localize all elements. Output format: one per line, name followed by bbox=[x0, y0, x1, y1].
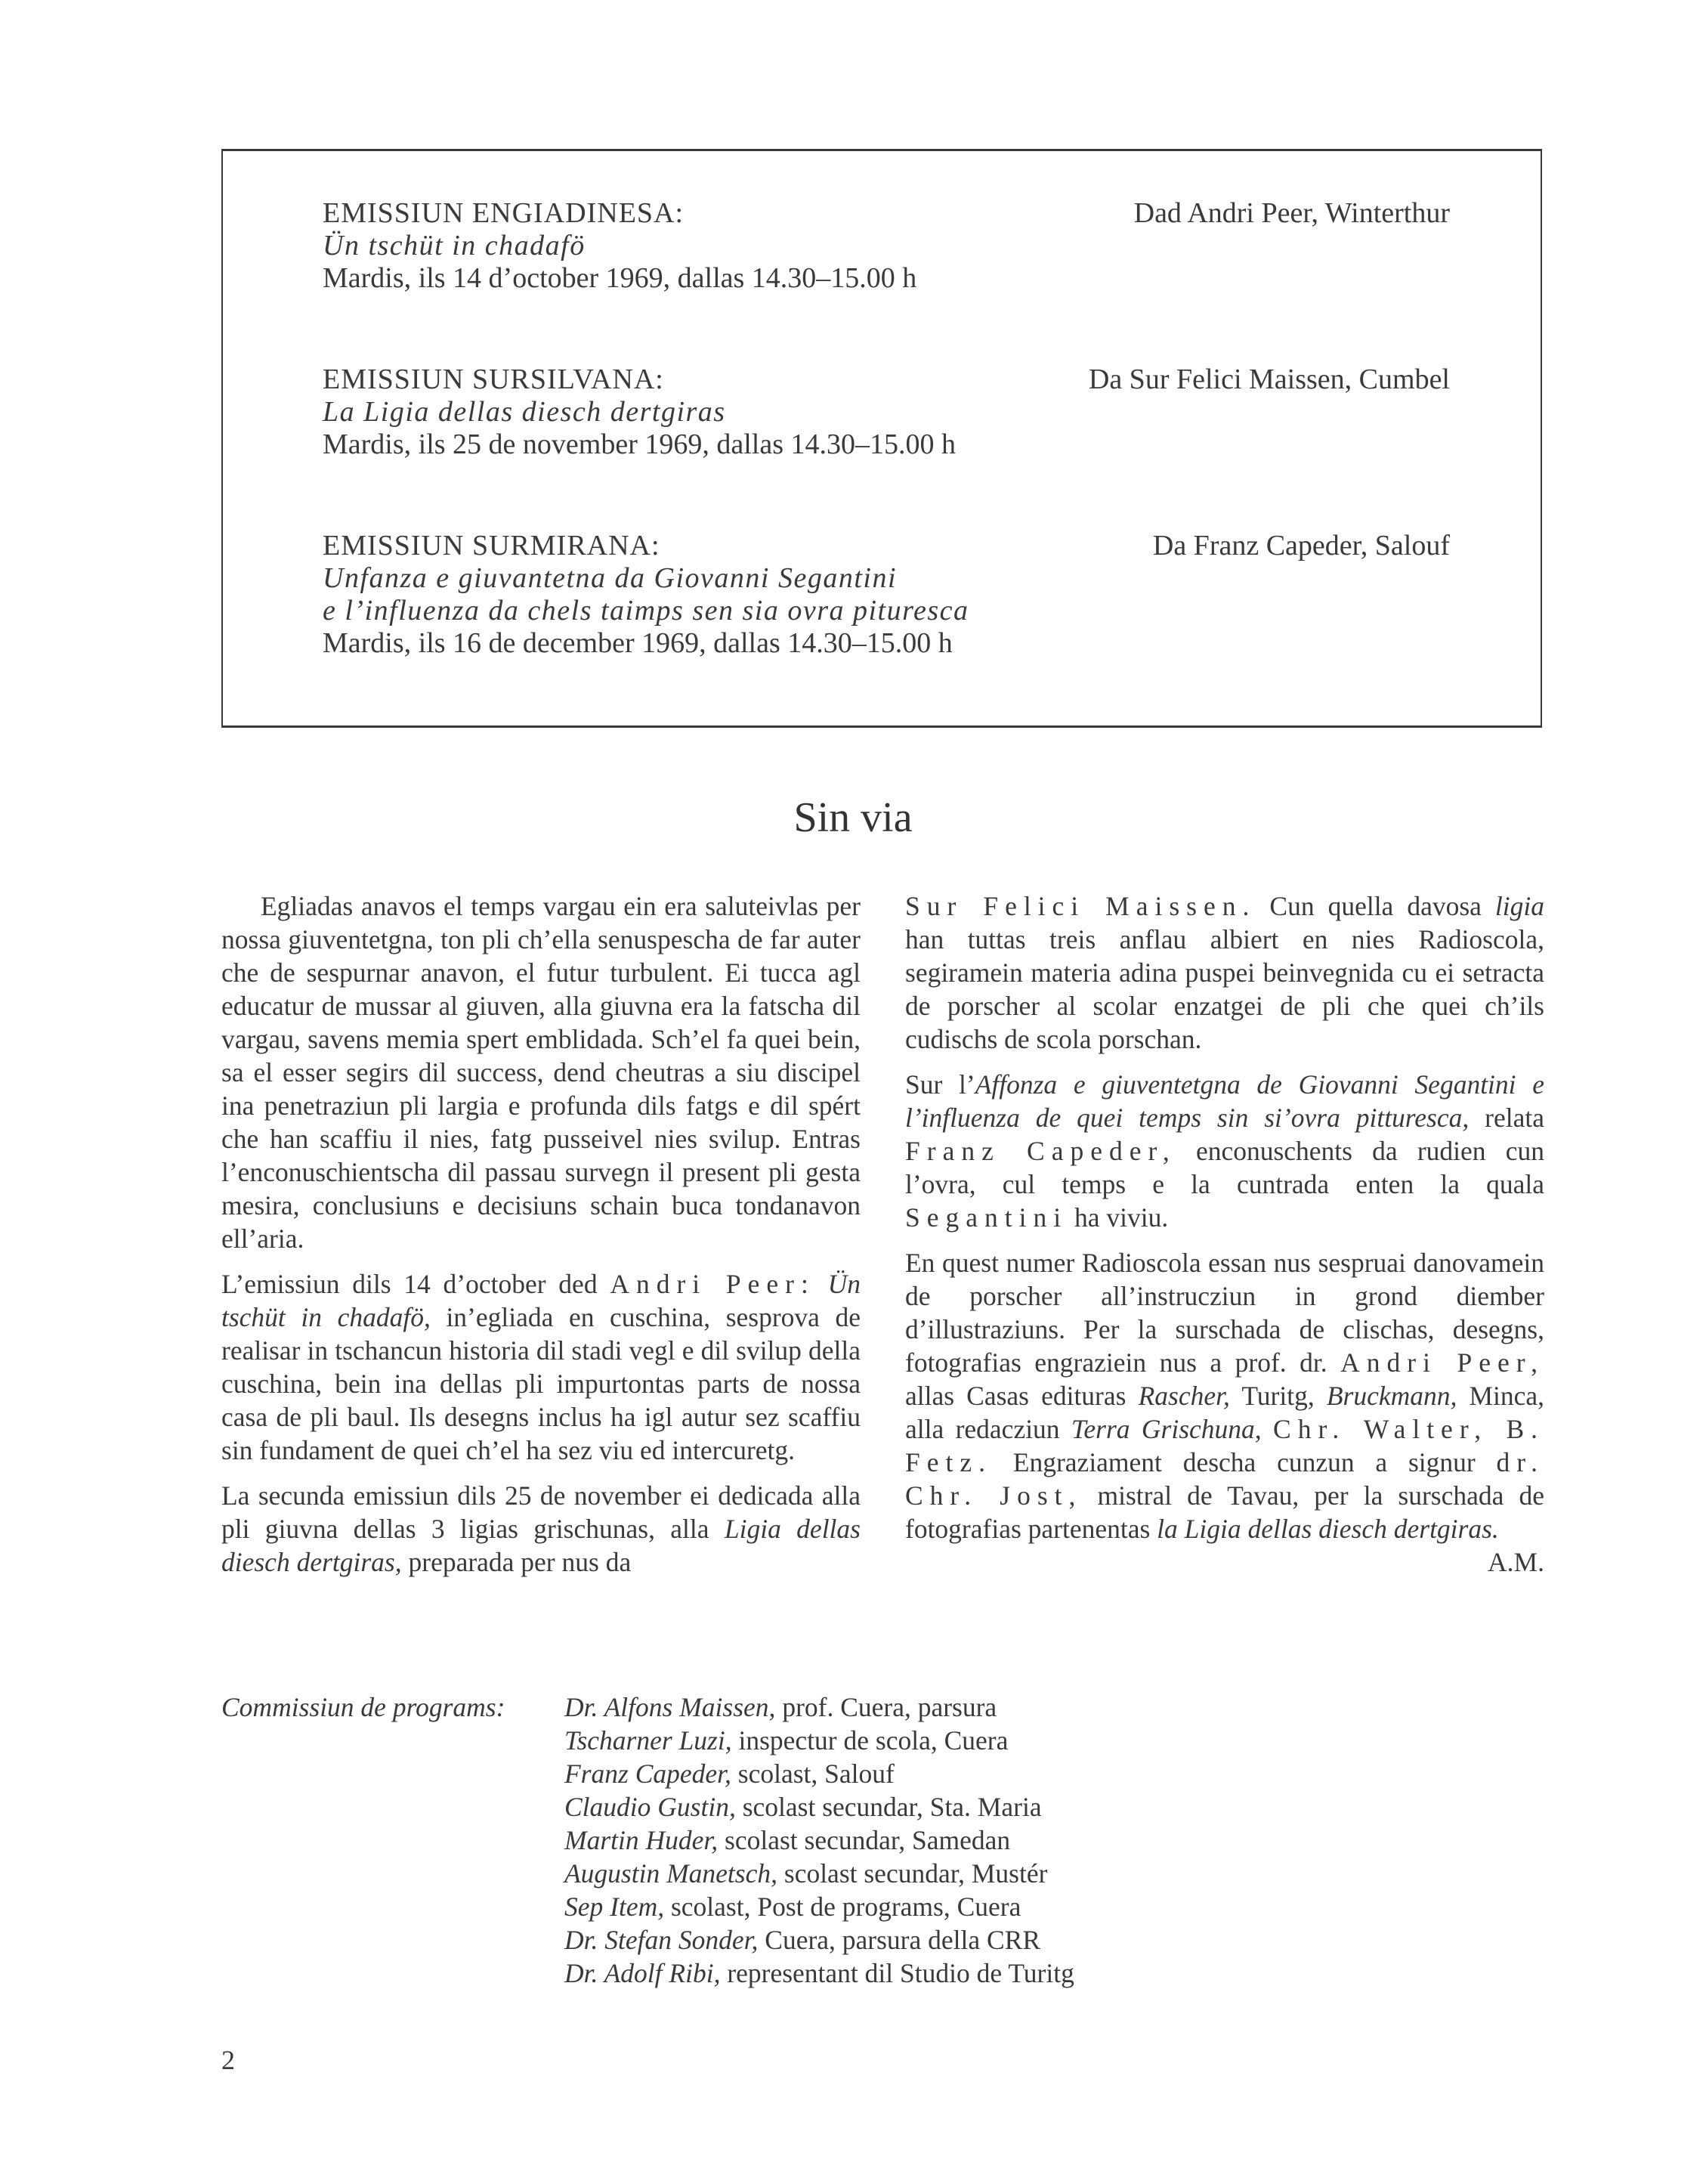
text: En quest numer Radioscola essan nus sespruai danovamein de porscher all’instrucziun in grond diember d’illustraziuns. Per la surschada de clischas, desegns, fotografias engraziein nus a prof. dr. bbox=[905, 1248, 1544, 1378]
paragraph bbox=[221, 1267, 861, 1467]
paragraph bbox=[905, 1246, 1545, 1577]
paragraph: Egliadas anavos el temps vargau ein era saluteivlas per nossa giuventetgna, ton pli ch’ella senuspescha de far auter che de sespurnar anavon, el futur turbulent. Ei tucca agl educatur de mussar al giuven, alla giuvna era la fatscha dil vargau, savens memia spert emblidada. Sch’el fa quei bein, sa el esser segirs dil success, dend cheutras a siu discipel ina penetraziun pli largia e profunda dils fatgs e dil spért che han scaffiu il nies, fatg pusseivel nies svilup. Entras l’enconuschientscha dil passau survegn il present pli gesta mesira, conclusiuns e decisiuns schain buca tondanavon ell’aria. bbox=[221, 891, 861, 1254]
member-name: Dr. Adolf Ribi, bbox=[564, 1958, 721, 1988]
italic-title: Affonza e giuventetgna de Giovanni Segantini e l’influenza de quei temps sin si’ovra pitturesca, bbox=[905, 1069, 1544, 1133]
italic-publisher: Rascher, bbox=[1138, 1381, 1230, 1411]
spaced-name: Andri Peer: bbox=[610, 1269, 815, 1299]
member-name: Tscharner Luzi, bbox=[564, 1725, 732, 1756]
italic-title: Ün tschüt in chadafö, bbox=[221, 1269, 861, 1332]
text: Turitg, bbox=[1241, 1381, 1315, 1411]
commission-member bbox=[564, 1857, 1074, 1890]
text: relata bbox=[1485, 1103, 1544, 1133]
member-name: Franz Capeder, bbox=[564, 1759, 731, 1789]
commission-member bbox=[564, 1923, 1074, 1957]
broadcast-author: Da Sur Felici Maissen, Cumbel bbox=[1088, 363, 1450, 395]
broadcast-schedule-box bbox=[221, 149, 1542, 728]
article-right-column bbox=[905, 889, 1544, 1579]
member-name: Sep Item, bbox=[564, 1892, 665, 1922]
member-role: scolast, Salouf bbox=[737, 1759, 895, 1789]
commission-member bbox=[564, 1957, 1074, 1990]
member-role: scolast secundar, Sta. Maria bbox=[742, 1792, 1042, 1822]
spaced-name: Sur Felici Maissen. bbox=[905, 891, 1256, 921]
broadcast-title: EMISSIUN SURSILVANA: bbox=[323, 363, 664, 395]
broadcast-subtitle: La Ligia dellas diesch dertgiras bbox=[323, 396, 726, 428]
paragraph bbox=[221, 1479, 861, 1579]
text: Engraziament descha cunzun a signur bbox=[1012, 1447, 1476, 1477]
broadcast-date: Mardis, ils 16 de december 1969, dallas 14.30–15.00 h bbox=[323, 627, 953, 659]
article-heading: Sin via bbox=[793, 794, 913, 841]
broadcast-engiadinesa bbox=[323, 198, 1450, 293]
text: Cun quella davosa bbox=[1269, 891, 1482, 921]
broadcast-date: Mardis, ils 14 d’october 1969, dallas 14.30–15.00 h bbox=[323, 262, 917, 294]
member-role: scolast secundar, Samedan bbox=[725, 1825, 1011, 1855]
spaced-name: Segantini bbox=[905, 1202, 1068, 1233]
text: Sur l’ bbox=[905, 1069, 975, 1100]
spaced-name: dr. Chr. Jost, bbox=[905, 1447, 1544, 1511]
broadcast-author: Da Franz Capeder, Salouf bbox=[1152, 530, 1450, 561]
text: ha viviu. bbox=[1074, 1202, 1169, 1233]
italic-title: la Ligia dellas diesch dertgiras. bbox=[1157, 1514, 1499, 1544]
text: in’egliada en cuschina, sesprova de realisar in tschancun historia dil stadi vegl e dil svilup della cuschina, bein ina dellas pli impurtontas parts de nossa casa de pli baul. Ils desegns inclus ha igl autur sez scaffiu sin fundament de quei ch’el ha sez viu ed intercuretg. bbox=[221, 1302, 861, 1465]
commission-members bbox=[564, 1691, 1074, 1990]
author-signature: A.M. bbox=[1488, 1547, 1544, 1577]
text: L’emissiun dils 14 d’october ded bbox=[221, 1269, 598, 1299]
member-role: representant dil Studio de Turitg bbox=[727, 1958, 1074, 1988]
text: Minca, alla redacziun bbox=[905, 1381, 1545, 1444]
italic-publisher: Terra Grischuna, bbox=[1071, 1414, 1262, 1444]
commission-member bbox=[564, 1824, 1074, 1857]
text: mistral de Tavau, per la surschada de fotografias partenentas bbox=[905, 1480, 1544, 1544]
member-name: Claudio Gustin, bbox=[564, 1792, 736, 1822]
broadcast-subtitle: Unfanza e giuvantetna da Giovanni Segantini bbox=[323, 562, 898, 594]
article-left-column bbox=[221, 889, 861, 1591]
text: preparada per nus da bbox=[408, 1547, 632, 1577]
page-number: 2 bbox=[221, 2045, 235, 2075]
commission-member bbox=[564, 1724, 1074, 1757]
broadcast-surmirana bbox=[323, 531, 1450, 658]
broadcast-subtitle: Ün tschüt in chadafö bbox=[323, 230, 586, 261]
italic-title: Ligia dellas diesch dertgiras, bbox=[221, 1514, 861, 1577]
member-role: scolast, Post de programs, Cuera bbox=[670, 1892, 1021, 1922]
spaced-name: Chr. Walter, B. Fetz. bbox=[905, 1414, 1545, 1477]
member-name: Martin Huder, bbox=[564, 1825, 719, 1855]
member-name: Dr. Stefan Sonder, bbox=[564, 1925, 759, 1955]
italic-word: ligia bbox=[1494, 891, 1545, 921]
member-role: scolast secundar, Mustér bbox=[783, 1858, 1048, 1889]
member-role: prof. Cuera, parsura bbox=[782, 1692, 997, 1722]
broadcast-subtitle: e l’influenza da chels taimps sen sia ovra pituresca bbox=[323, 595, 969, 626]
member-name: Augustin Manetsch, bbox=[564, 1858, 777, 1889]
member-role: Cuera, parsura della CRR bbox=[765, 1925, 1041, 1955]
commission-member bbox=[564, 1890, 1074, 1923]
spaced-name: Franz Capeder, bbox=[905, 1136, 1176, 1166]
broadcast-title: EMISSIUN ENGIADINESA: bbox=[323, 197, 685, 229]
text: han tuttas treis anflau albiert en nies Radioscola, segiramein materia adina puspei beinvegnida cu ei setracta de porscher al scolar enzatgei de pli che quei ch’ils cudischs de scola porschan. bbox=[905, 924, 1544, 1054]
broadcast-author: Dad Andri Peer, Winterthur bbox=[1133, 197, 1450, 229]
commission-member bbox=[564, 1691, 1074, 1724]
paragraph bbox=[905, 1068, 1544, 1234]
broadcast-date: Mardis, ils 25 de november 1969, dallas 14.30–15.00 h bbox=[323, 428, 957, 460]
member-name: Dr. Alfons Maissen, bbox=[564, 1692, 776, 1722]
italic-publisher: Bruckmann, bbox=[1326, 1381, 1457, 1411]
commission-label: Commissiun de programs: bbox=[221, 1692, 505, 1722]
spaced-name: Andri Peer, bbox=[1340, 1347, 1544, 1378]
broadcast-sursilvana bbox=[323, 364, 1450, 459]
text: enconuschents da rudien cun l’ovra, cul temps e la cuntrada enten la quala bbox=[905, 1136, 1544, 1199]
member-role: inspectur de scola, Cuera bbox=[738, 1725, 1009, 1756]
text: allas Casas edituras bbox=[905, 1381, 1127, 1411]
text: La secunda emissiun dils 25 de november ei dedicada alla pli giuvna dellas 3 ligias grischunas, alla bbox=[221, 1480, 861, 1544]
commission-member bbox=[564, 1757, 1074, 1790]
paragraph bbox=[905, 889, 1544, 1056]
broadcast-title: EMISSIUN SURMIRANA: bbox=[323, 530, 660, 561]
commission-member bbox=[564, 1790, 1074, 1824]
